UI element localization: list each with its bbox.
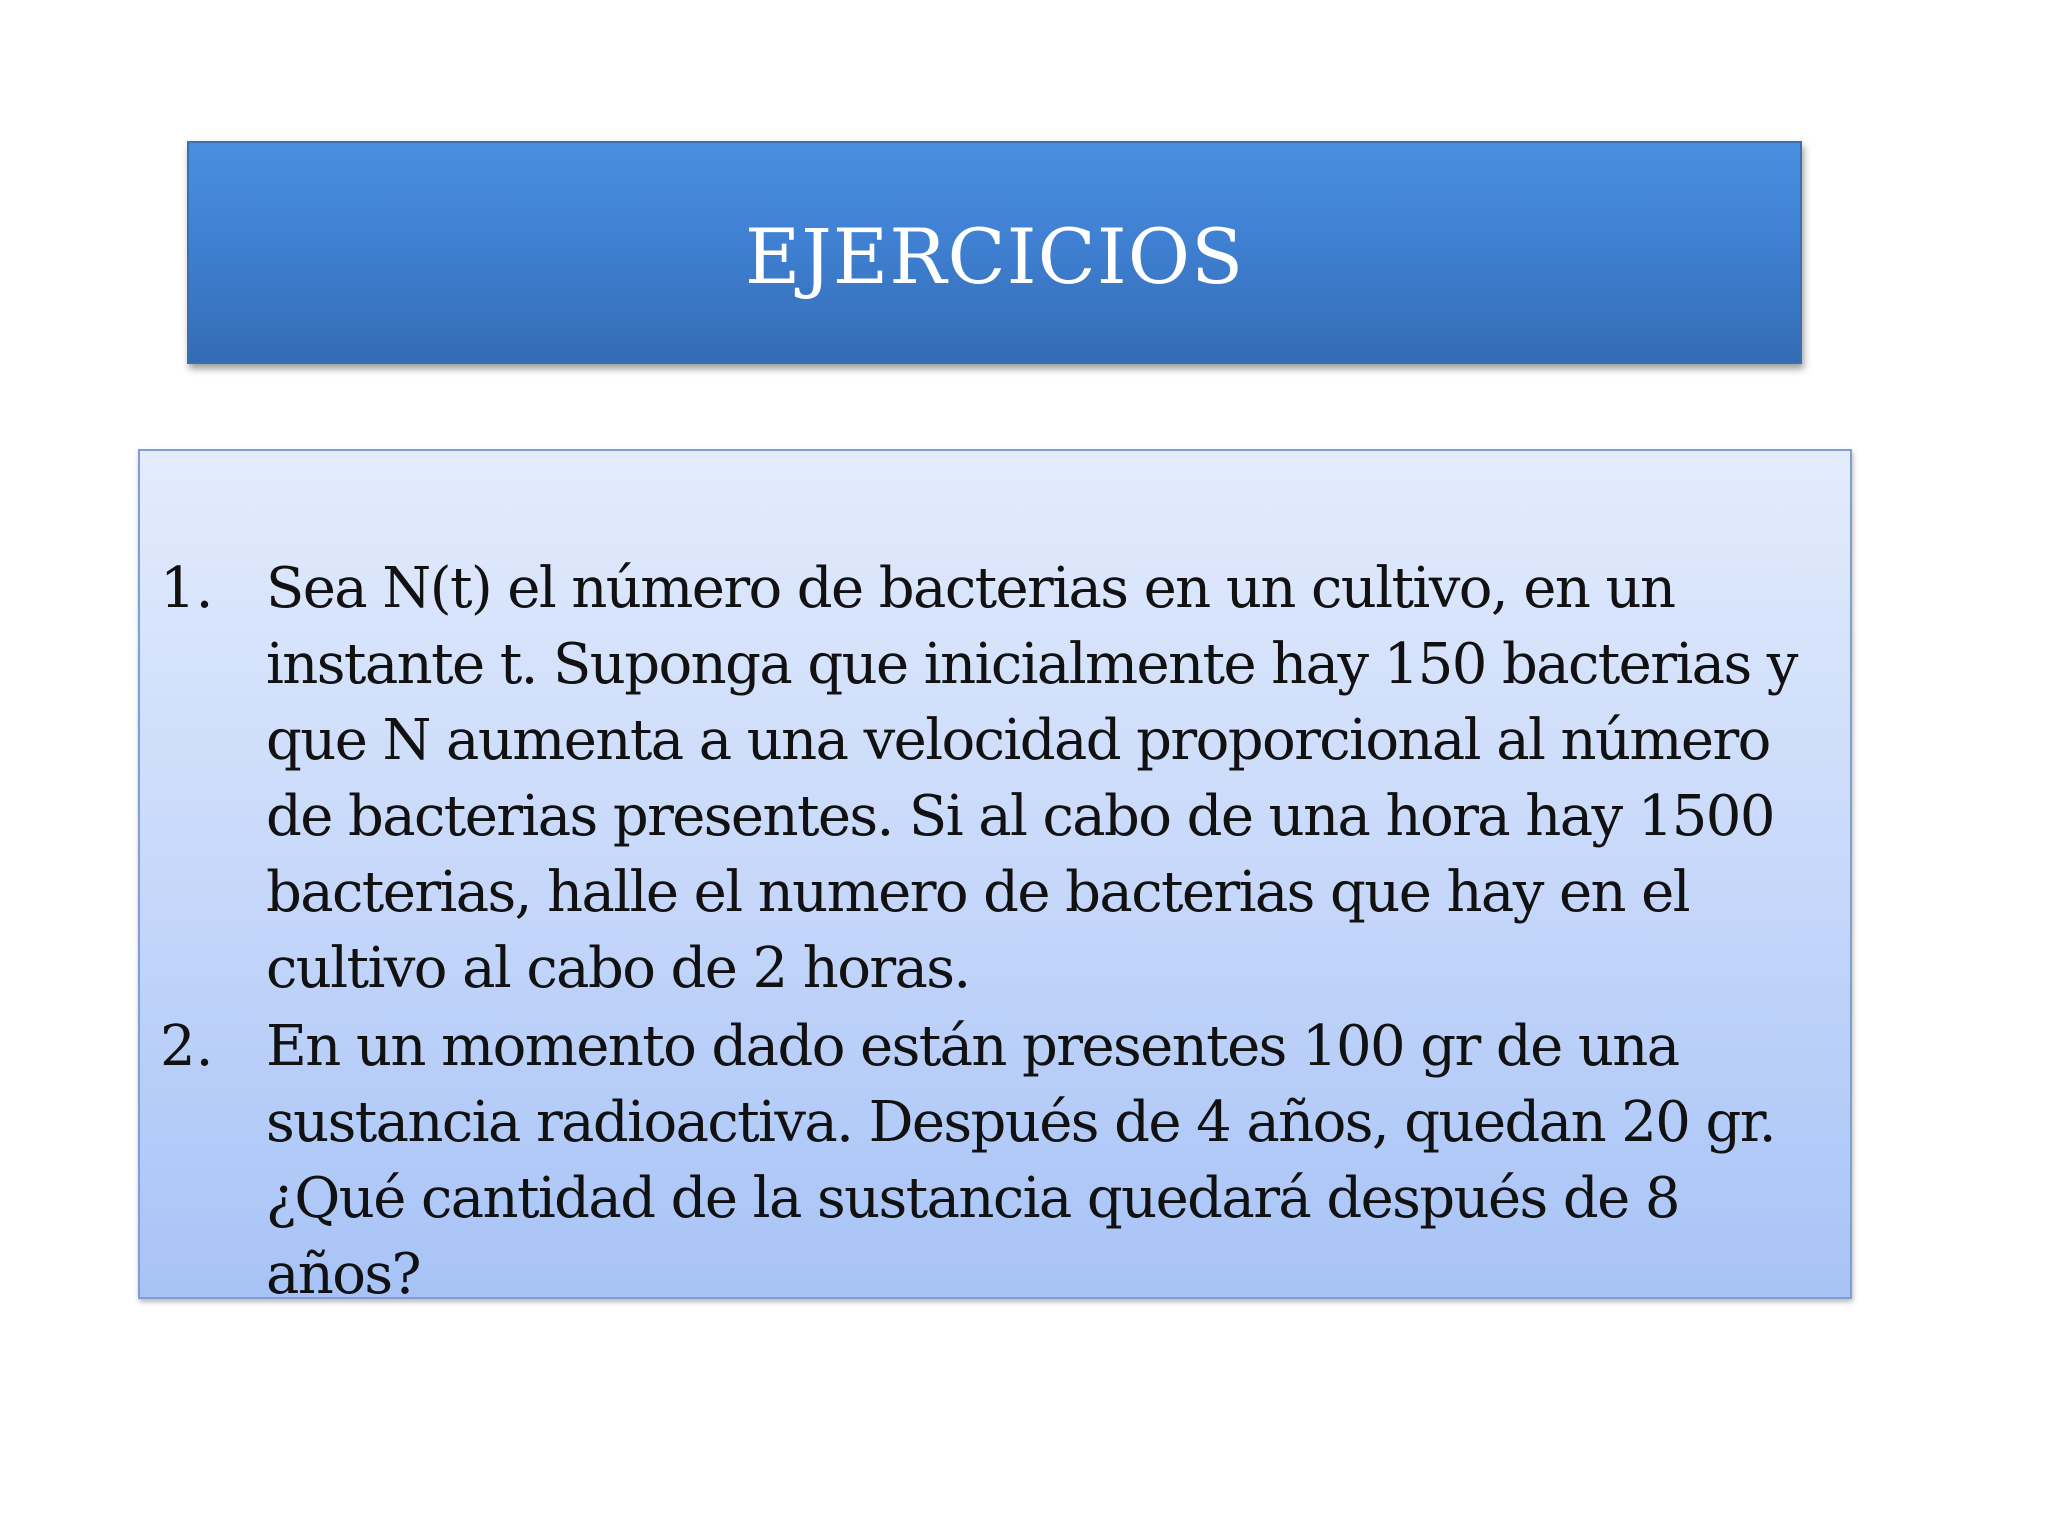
- exercise-text: Sea N(t) el número de bacterias en un cultivo, en un instante t. Suponga que inicialmente hay 150 bacterias y que N aumenta a una velocidad proporcional al número de bacterias presentes. Si al cabo de una hora hay 1500 bacterias, halle el numero de bacterias que hay en el cultivo al cabo de 2 horas.: [266, 556, 1797, 1001]
- exercise-number: 1.: [160, 556, 214, 621]
- exercises-panel: [138, 449, 1852, 1307]
- exercise-text: En un momento dado están presentes 100 gr de una sustancia radioactiva. Después de 4 años, quedan 20 gr. ¿Qué cantidad de la sustancia quedará después de 8 años?: [266, 1014, 1775, 1307]
- exercise-item-1: [140, 551, 1850, 1007]
- exercise-number: 2.: [160, 1014, 214, 1079]
- exercise-list: [140, 551, 1850, 1315]
- exercise-item-2: [140, 1009, 1850, 1313]
- slide-title: EJERCICIOS: [744, 212, 1245, 301]
- title-banner: [187, 141, 1802, 364]
